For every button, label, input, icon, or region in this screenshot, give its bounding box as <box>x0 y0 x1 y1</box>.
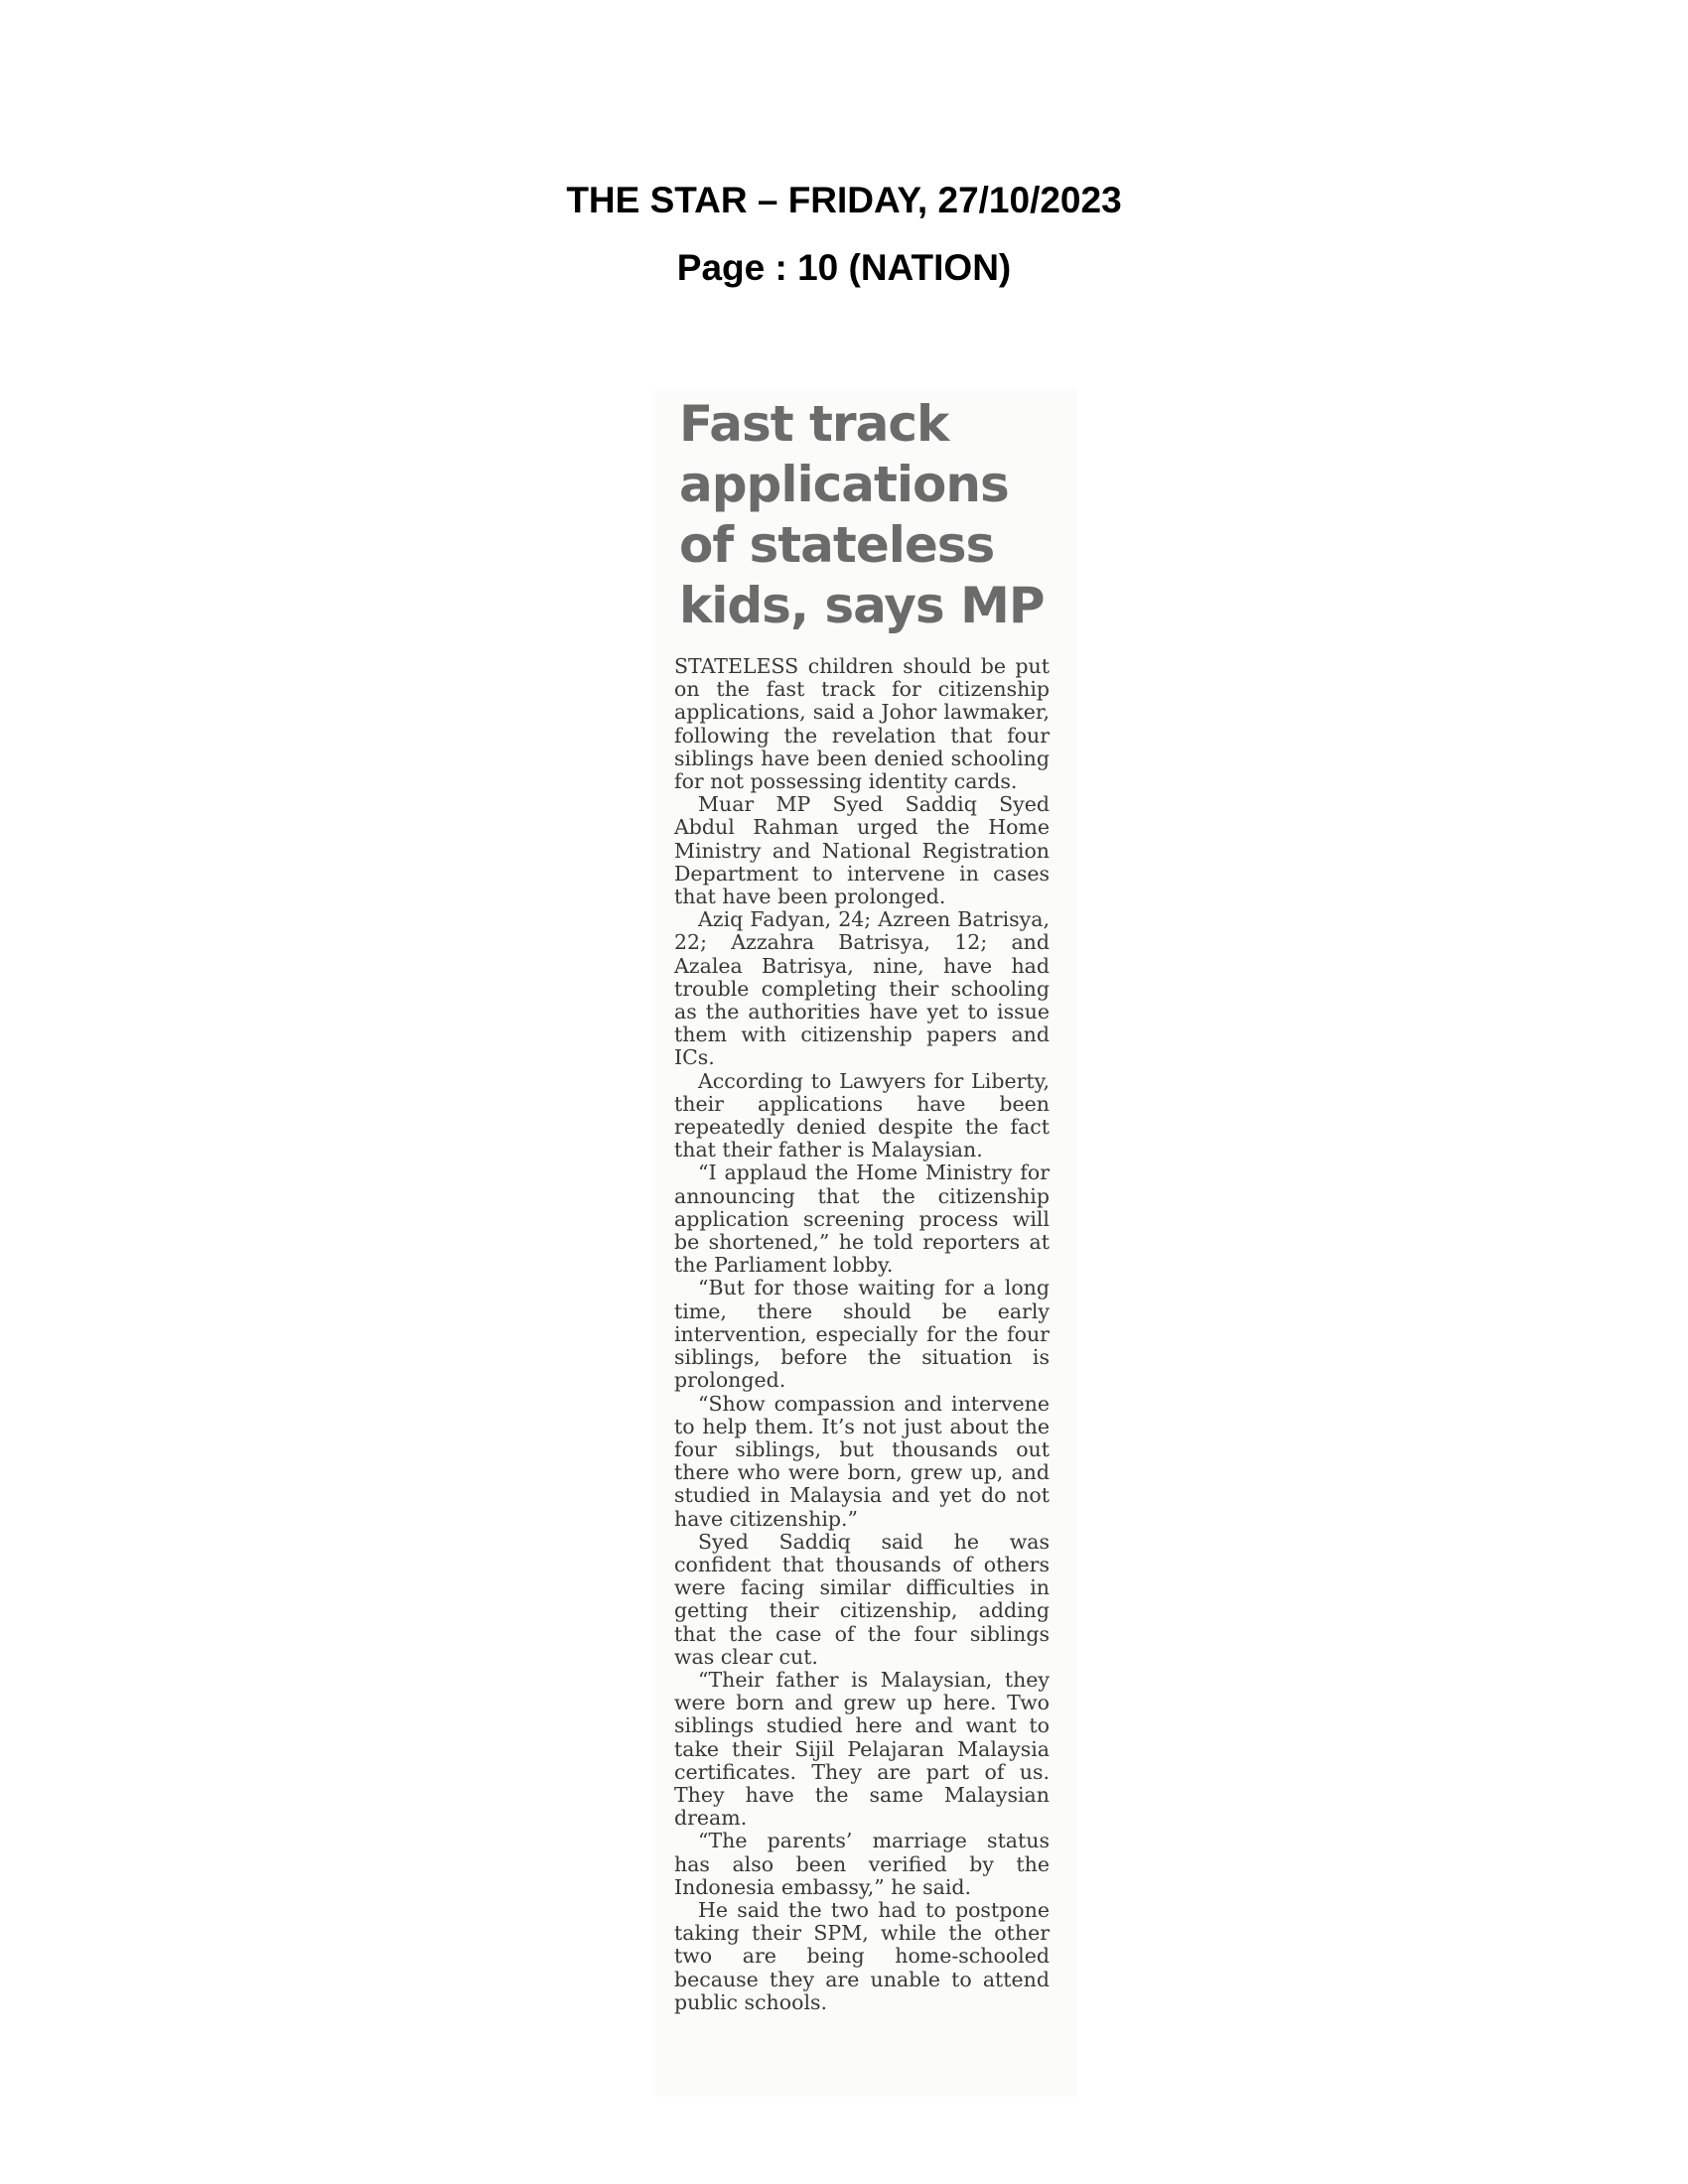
article-paragraph: “The parents’ marriage status has also been verified by the Indonesia embassy,” he said. <box>674 1829 1050 1899</box>
article-body <box>674 655 1050 2014</box>
publication-date-line: THE STAR – FRIDAY, 27/10/2023 <box>566 180 1122 220</box>
article-paragraph: Aziq Fadyan, 24; Azreen Batrisya, 22; Azzahra Batrisya, 12; and Azalea Batrisya, nine, have had trouble completing their schooling as the authorities have yet to issue them with citizenship papers and ICs. <box>674 907 1050 1070</box>
article-paragraph: Syed Saddiq said he was confident that thousands of others were facing similar difficulties in getting their citizenship, adding that the case of the four siblings was clear cut. <box>674 1529 1050 1669</box>
article-headline: Fast track applications of stateless kids, says MP <box>679 395 1045 634</box>
page-section-line: Page : 10 (NATION) <box>676 247 1012 288</box>
article-paragraph: “But for those waiting for a long time, there should be early intervention, especially for the four siblings, before the situation is prolonged. <box>674 1276 1050 1393</box>
article-paragraph: STATELESS children should be put on the fast track for citizenship applications, said a Johor lawmaker, following the revelation that four siblings have been denied schooling for not possessing identity cards. <box>674 654 1050 794</box>
article-paragraph: “I applaud the Home Ministry for announcing that the citizenship application screening process will be shortened,” he told reporters at the Parliament lobby. <box>674 1160 1050 1278</box>
article-paragraph: Muar MP Syed Saddiq Syed Abdul Rahman urged the Home Ministry and National Registration Department to intervene in cases that have been prolonged. <box>674 792 1050 909</box>
article-paragraph: “Show compassion and intervene to help them. It’s not just about the four siblings, but thousands out there who were born, grew up, and studied in Malaysia and yet do not have citizenship.” <box>674 1391 1050 1531</box>
article-paragraph: “Their father is Malaysian, they were born and grew up here. Two siblings studied here and want to take their Sijil Pelajaran Malaysia certificates. They are part of us. They have the same Malaysian dream. <box>674 1667 1050 1831</box>
article-paragraph: He said the two had to postpone taking their SPM, while the other two are being home-schooled because they are unable to attend public schools. <box>674 1897 1050 2014</box>
article-paragraph: According to Lawyers for Liberty, their applications have been repeatedly denied despite the fact that their father is Malaysian. <box>674 1068 1050 1162</box>
newspaper-clipping <box>655 389 1077 2097</box>
